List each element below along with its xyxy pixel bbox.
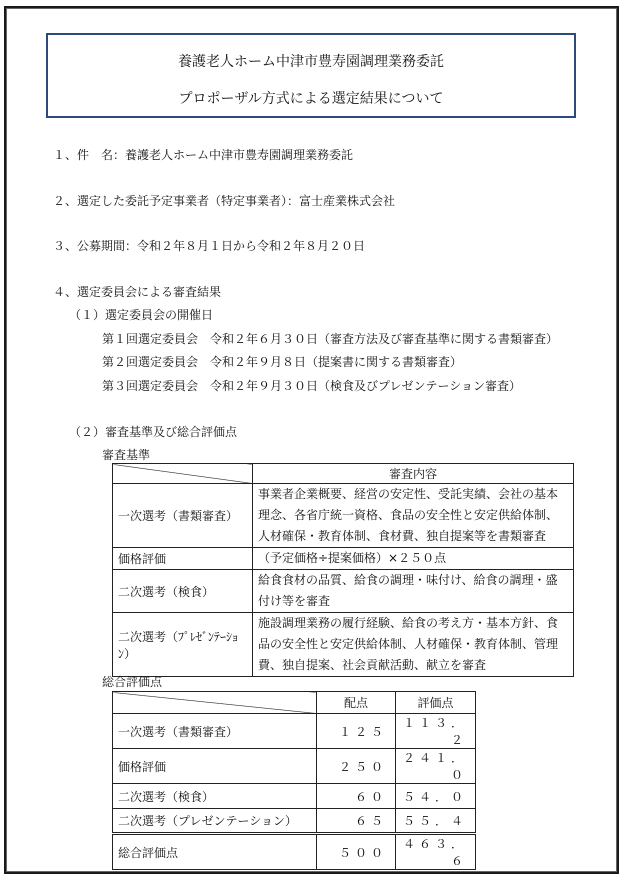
meeting-1: 第１回選定委員会 令和２年６月３０日（審査方法及び審査基準に関する書類審査） xyxy=(102,332,559,346)
criteria-content: 事業者企業概要、経営の安定性、受託実績、会社の基本理念、各省庁統一資格、食品の安全性と安定供給体制、人材確保・教育体制、食材費、独自提案等を書類審査 xyxy=(253,484,574,548)
criteria-header: 審査内容 xyxy=(253,464,574,484)
criteria-name: 二次選考（ﾌﾟﾚｾﾞﾝﾃｰｼｮﾝ） xyxy=(113,613,253,677)
score-header-max: 配点 xyxy=(317,692,396,714)
table-header-row xyxy=(113,464,574,484)
table-row xyxy=(113,784,476,809)
title-line-2: プロポーザル方式による選定結果について xyxy=(178,91,444,107)
criteria-name: 二次選考（検食） xyxy=(113,570,253,613)
table-row xyxy=(113,809,476,834)
total-max: ５００ xyxy=(317,834,396,870)
criteria-table xyxy=(112,463,574,677)
score-name: 価格評価 xyxy=(113,749,317,784)
score-max: １２５ xyxy=(317,714,396,749)
meeting-3: 第３回選定委員会 令和２年９月３０日（検食及びプレゼンテーション審査） xyxy=(102,379,522,393)
meeting-2: 第２回選定委員会 令和２年９月８日（提案書に関する書類審査） xyxy=(102,355,463,369)
criteria-label: 審査基準 xyxy=(102,448,151,462)
score-table xyxy=(112,691,476,870)
criteria-content: 給食食材の品質、給食の調理・味付け、給食の調理・盛付け等を審査 xyxy=(253,570,574,613)
score-header-score: 評価点 xyxy=(396,692,476,714)
score-name: 一次選考（書類審査） xyxy=(113,714,317,749)
table-row xyxy=(113,570,574,613)
total-row xyxy=(113,834,476,870)
criteria-content: （予定価格÷提案価格）×２５０点 xyxy=(253,548,574,570)
total-score: ４６３．６ xyxy=(396,834,476,870)
table-row xyxy=(113,484,574,548)
item-contractor: ２、選定した委託予定事業者（特定事業者）：富士産業株式会社 xyxy=(53,194,396,208)
item-period: ３、公募期間：令和２年８月１日から令和２年８月２０日 xyxy=(53,239,366,253)
total-name: 総合評価点 xyxy=(113,834,317,870)
criteria-name: 一次選考（書類審査） xyxy=(113,484,253,548)
criteria-content: 施設調理業務の履行経験、給食の考え方・基本方針、食品の安全性と安定供給体制、人材確保・教育体制、管理費、独自提案、社会貢献活動、献立を審査 xyxy=(253,613,574,677)
table-row xyxy=(113,613,574,677)
title-line-1: 養護老人ホーム中津市豊寿園調理業務委託 xyxy=(178,54,444,70)
item-subject: １、件 名：養護老人ホーム中津市豊寿園調理業務委託 xyxy=(53,148,354,162)
score-value: ５４．０ xyxy=(396,784,476,809)
diagonal-header-cell xyxy=(113,464,253,484)
table-header-row xyxy=(113,692,476,714)
table-row xyxy=(113,714,476,749)
section-4-heading: ４、選定委員会による審査結果 xyxy=(53,285,222,299)
diagonal-header-cell xyxy=(113,692,317,714)
score-name: 二次選考（検食） xyxy=(113,784,317,809)
table-row xyxy=(113,749,476,784)
table-row xyxy=(113,548,574,570)
score-max: ６０ xyxy=(317,784,396,809)
title-box xyxy=(46,33,576,118)
score-name: 二次選考（プレゼンテーション） xyxy=(113,809,317,834)
criteria-name: 価格評価 xyxy=(113,548,253,570)
subsection-2-heading: （２）審査基準及び総合評価点 xyxy=(69,425,238,439)
score-max: ６５ xyxy=(317,809,396,834)
score-value: ２４１．０ xyxy=(396,749,476,784)
subsection-1-heading: （１）選定委員会の開催日 xyxy=(69,308,214,322)
score-value: １１３．２ xyxy=(396,714,476,749)
score-max: ２５０ xyxy=(317,749,396,784)
score-label: 総合評価点 xyxy=(102,675,163,689)
score-value: ５５．４ xyxy=(396,809,476,834)
